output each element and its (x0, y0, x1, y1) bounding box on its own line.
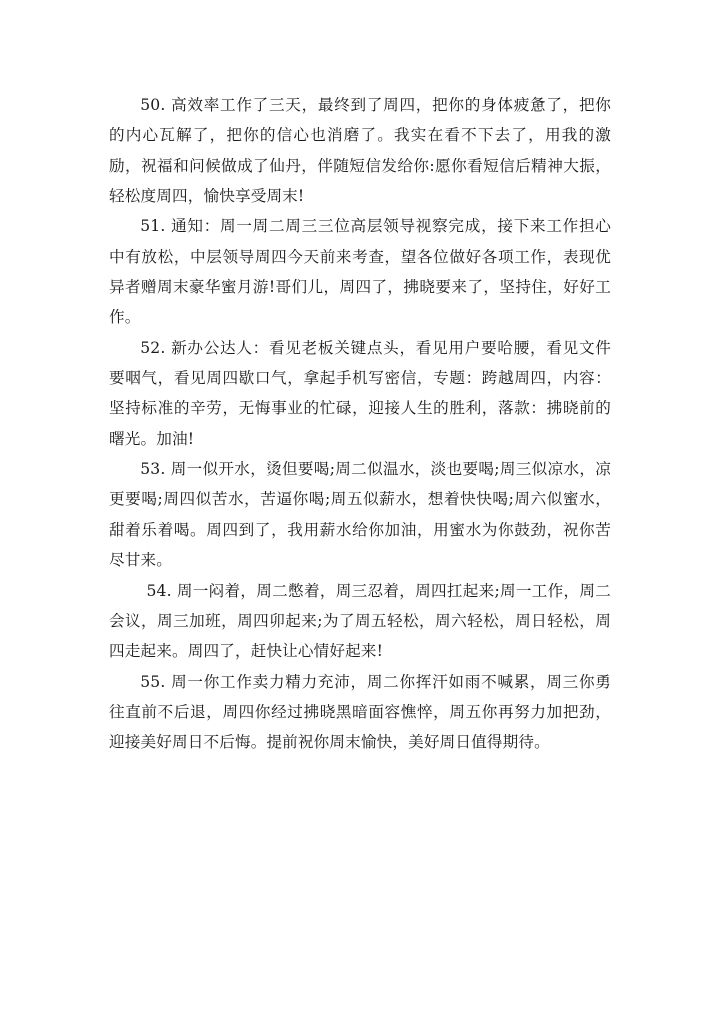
document-body (109, 90, 611, 758)
paragraph-53: 53. 周一似开水，烫但要喝;周二似温水，淡也要喝;周三似凉水，凉更要喝;周四似苦水，苦逼你喝;周五似薪水，想着快快喝;周六似蜜水，甜着乐着喝。周四到了，我用薪水给你加油，用蜜水为你鼓劲，祝你苦尽甘来。 (109, 460, 611, 570)
paragraph-51: 51. 通知：周一周二周三三位高层领导视察完成，接下来工作担心中有放松，中层领导周四今天前来考查，望各位做好各项工作，表现优异者赠周末豪华蜜月游!哥们儿，周四了，拂晓要来了，坚持住，好好工作。 (109, 217, 611, 327)
paragraph-55: 55. 周一你工作卖力精力充沛，周二你挥汗如雨不喊累，周三你勇往直前不后退，周四你经过拂晓黑暗面容憔悴，周五你再努力加把劲，迎接美好周日不后悔。提前祝你周末愉快，美好周日值得期待。 (109, 672, 611, 752)
paragraph-50: 50. 高效率工作了三天，最终到了周四，把你的身体疲惫了，把你的内心瓦解了，把你的信心也消磨了。我实在看不下去了，用我的激励，祝福和问候做成了仙丹，伴随短信发给你:愿你看短信后精神大振，轻松度周四，愉快享受周末! (109, 96, 611, 205)
paragraph-52: 52. 新办公达人：看见老板关键点头，看见用户要哈腰，看见文件要咽气，看见周四歇口气，拿起手机写密信，专题：跨越周四，内容：坚持标准的辛劳，无悔事业的忙碌，迎接人生的胜利，落款：拂晓前的曙光。加油! (109, 338, 611, 448)
paragraph-54: 54. 周一闷着，周二憋着，周三忍着，周四扛起来;周一工作，周二会议，周三加班，周四卯起来;为了周五轻松，周六轻松，周日轻松，周四走起来。周四了，赶快让心情好起来! (109, 581, 611, 661)
